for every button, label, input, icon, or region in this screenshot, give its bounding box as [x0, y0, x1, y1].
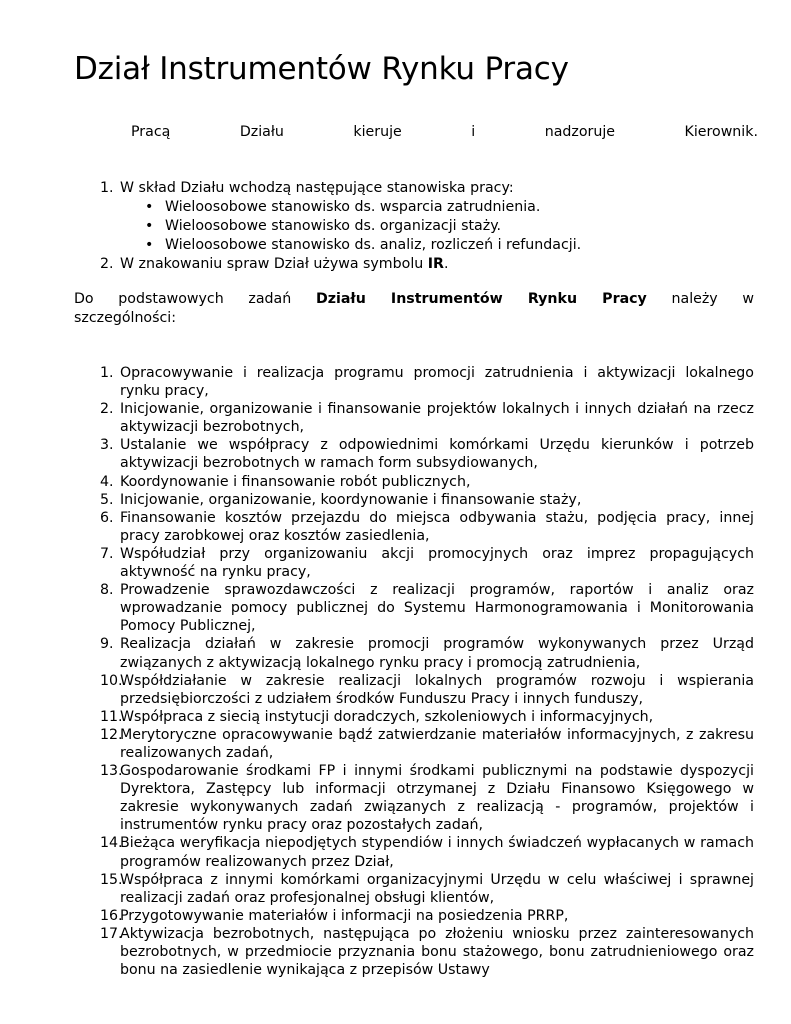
- bullet-icon: •: [145, 237, 154, 253]
- task-text: Współudział przy organizowaniu akcji promocyjnych oraz imprez propagujących aktywność na rynku pracy,: [120, 545, 754, 581]
- structure-item: [74, 179, 754, 198]
- task-text: Współpraca z siecią instytucji doradczych, szkoleniowych i informacyjnych,: [120, 708, 654, 725]
- list-number: 1.: [100, 180, 114, 196]
- task-item: [74, 635, 754, 671]
- intro-word: i: [471, 124, 476, 140]
- department-name: Działu Instrumentów Rynku Pracy: [315, 291, 647, 307]
- structure-item-text: W skład Działu wchodzą następujące stanowiska pracy:: [120, 180, 514, 196]
- task-text: Współpraca z innymi komórkami organizacyjnymi Urzędu w celu właściwej i sprawnej realizacji zadań oraz profesjonalnej obsługi klientów,: [120, 871, 754, 906]
- page-title: Dział Instrumentów Rynku Pracy: [74, 51, 569, 87]
- task-text: Aktywizacja bezrobotnych, następująca po złożeniu wniosku przez zainteresowanych bezrobotnych, w przedmiocie przyznania bonu stażowego, bonu zatrudnieniowego oraz bonu na zasiedlenie wynikająca z przepisów Ustawy: [120, 925, 754, 979]
- task-item: [74, 400, 754, 436]
- bullet-text: Wieloosobowe stanowisko ds. wsparcia zatrudnienia.: [165, 199, 541, 215]
- task-item: [74, 509, 754, 545]
- list-number: 5.: [100, 491, 114, 508]
- list-number: 7.: [100, 545, 114, 562]
- task-text: Bieżąca weryfikacja niepodjętych stypendiów i innych świadczeń wypłacanych w ramach programów realizowanych przez Dział,: [120, 835, 754, 870]
- intro-sentence: [131, 124, 758, 140]
- task-text: Współdziałanie w zakresie realizacji lokalnych programów rozwoju i wspierania przedsiębiorczości z udziałem środków Funduszu Pracy i innych funduszy,: [120, 672, 754, 707]
- tasks-intro-after: należy w: [646, 291, 755, 307]
- task-item: [74, 491, 754, 509]
- bullet-text: Wieloosobowe stanowisko ds. analiz, rozliczeń i refundacji.: [165, 237, 582, 253]
- list-number: 14.: [100, 835, 123, 852]
- punctuation: .: [443, 256, 449, 272]
- structure-item: [74, 255, 754, 274]
- task-item: [74, 925, 754, 979]
- task-text: Prowadzenie sprawozdawczości z realizacji programów, raportów i analiz oraz wprowadzanie pomocy publicznej do Systemu Harmonogramowania i Monitorowania Pomocy Publicznej,: [120, 582, 754, 635]
- list-number: 10.: [100, 672, 123, 689]
- tasks-intro-before: Do podstawowych zadań: [74, 291, 316, 307]
- list-number: 8.: [100, 582, 114, 599]
- task-item: [74, 726, 754, 762]
- task-item: [74, 473, 754, 491]
- bullet-text: Wieloosobowe stanowisko ds. organizacji staży.: [165, 218, 502, 234]
- task-item: [74, 762, 754, 834]
- task-text: Inicjowanie, organizowanie, koordynowanie i finansowanie staży,: [120, 491, 582, 508]
- task-item: [74, 871, 754, 907]
- task-text: Ustalanie we współpracy z odpowiednimi komórkami Urzędu kierunków i potrzeb aktywizacji bezrobotnych w ramach form subsydiowanych,: [120, 437, 754, 472]
- list-number: 13.: [100, 763, 123, 780]
- task-item: [74, 436, 754, 472]
- intro-word: Pracą: [131, 124, 171, 140]
- list-number: 11.: [100, 708, 123, 725]
- list-number: 4.: [100, 473, 114, 490]
- task-item: [74, 581, 754, 635]
- task-text: Koordynowanie i finansowanie robót publicznych,: [120, 473, 471, 490]
- tasks-intro: [74, 290, 754, 328]
- bullet-icon: •: [145, 218, 154, 234]
- intro-word: Działu: [239, 124, 284, 140]
- task-item: [74, 708, 754, 726]
- bullet-item: [74, 198, 754, 217]
- task-item: [74, 672, 754, 708]
- task-text: Realizacja działań w zakresie promocji programów wykonywanych przez Urząd związanych z aktywizacją lokalnego rynku pracy i promocją zatrudnienia,: [120, 636, 754, 671]
- bullet-icon: •: [145, 199, 154, 215]
- intro-word: Kierownik.: [684, 124, 758, 140]
- list-number: 17.: [100, 925, 123, 942]
- list-number: 15.: [100, 871, 123, 888]
- list-number: 9.: [100, 636, 114, 653]
- task-text: Przygotowywanie materiałów i informacji na posiedzenia PRRP,: [120, 907, 569, 924]
- list-number: 2.: [100, 256, 114, 272]
- tasks-intro-line: [74, 290, 754, 309]
- list-number: 1.: [100, 365, 114, 381]
- intro-word: kieruje: [353, 124, 402, 140]
- task-item: [74, 364, 754, 400]
- bullet-item: [74, 236, 754, 255]
- list-number: 6.: [100, 509, 114, 526]
- tasks-list: [74, 364, 754, 979]
- task-text: Opracowywanie i realizacja programu promocji zatrudnienia i aktywizacji lokalnego rynku pracy,: [120, 365, 754, 400]
- task-text: Merytoryczne opracowywanie bądź zatwierdzanie materiałów informacyjnych, z zakresu realizowanych zadań,: [120, 726, 754, 761]
- tasks-intro-line: szczególności:: [74, 310, 177, 326]
- task-item: [74, 545, 754, 581]
- list-number: 3.: [100, 437, 114, 454]
- structure-item-text: W znakowaniu spraw Dział używa symbolu: [120, 256, 428, 272]
- symbol-code: IR: [427, 256, 444, 272]
- bullet-item: [74, 217, 754, 236]
- list-number: 16.: [100, 907, 123, 924]
- list-number: 2.: [100, 401, 114, 418]
- task-item: [74, 834, 754, 870]
- list-number: 12.: [100, 726, 123, 743]
- task-item: [74, 907, 754, 925]
- structure-list: [74, 179, 754, 274]
- task-text: Inicjowanie, organizowanie i finansowanie projektów lokalnych i innych działań na rzecz aktywizacji bezrobotnych,: [120, 401, 754, 436]
- intro-word: nadzoruje: [544, 124, 616, 140]
- task-text: Gospodarowanie środkami FP i innymi środkami publicznymi na podstawie dyspozycji Dyrektora, Zastępcy lub informacji otrzymanej z Działu Finansowo Księgowego w zakresie wykonywanych zadań związanych z realizacją - programów, projektów i instrumentów rynku pracy oraz pozostałych zadań,: [120, 763, 754, 834]
- task-text: Finansowanie kosztów przejazdu do miejsca odbywania stażu, podjęcia pracy, innej pracy zarobkowej oraz kosztów zasiedlenia,: [120, 509, 754, 544]
